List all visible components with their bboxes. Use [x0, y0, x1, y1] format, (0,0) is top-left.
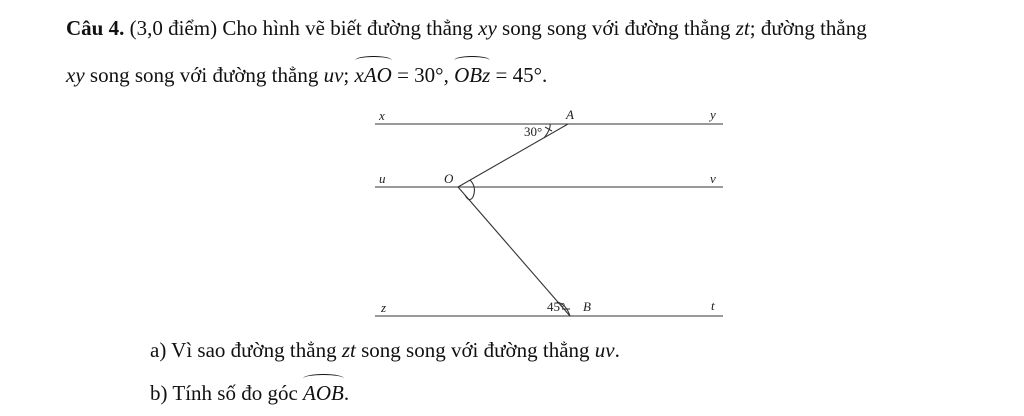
- label-y: y: [710, 107, 716, 122]
- label-z: z: [381, 300, 387, 315]
- angle-xAO: xAO: [354, 63, 392, 87]
- problem-text-3: ; đường thẳng: [749, 16, 867, 40]
- question-b: [150, 381, 349, 406]
- question-a-var-zt: zt: [341, 338, 356, 362]
- label-v: v: [710, 171, 716, 186]
- var-uv: uv: [323, 63, 344, 87]
- problem-text-4: song song với đường thẳng: [89, 63, 319, 87]
- var-zt: zt: [735, 16, 750, 40]
- question-a-var-uv: uv: [594, 338, 615, 362]
- label-angle-B: 45°: [547, 299, 566, 314]
- label-B: B: [583, 299, 591, 314]
- angle-arc-O: [465, 180, 474, 200]
- question-a-end: .: [614, 338, 620, 362]
- question-a-text: a) Vì sao đường thẳng: [150, 338, 337, 362]
- angle-OBz: OBz: [454, 63, 491, 87]
- segment-AO: [458, 124, 568, 187]
- label-A: A: [566, 107, 574, 122]
- label-O: O: [444, 171, 454, 186]
- question-a: [150, 338, 620, 363]
- problem-label: Câu 4.: [66, 16, 125, 40]
- problem-points: (3,0 điểm): [129, 16, 218, 40]
- question-b-angle-AOB: AOB: [303, 381, 344, 405]
- question-a-mid: song song với đường thẳng: [361, 338, 590, 362]
- angle-OBz-value: = 45°.: [495, 63, 548, 87]
- label-t: t: [711, 298, 715, 313]
- var-xy-2: xy: [66, 63, 85, 87]
- angle-xAO-value: = 30°: [397, 63, 444, 87]
- problem-text-2: song song với đường thẳng: [502, 16, 731, 40]
- question-b-end: .: [343, 381, 350, 405]
- label-x: x: [379, 108, 385, 123]
- segment-OB: [458, 187, 570, 316]
- var-xy: xy: [478, 16, 497, 40]
- problem-text-1: Cho hình vẽ biết đường thẳng: [222, 16, 473, 40]
- problem-line-2: xy song song với đường thẳng uv; xAO = 30°, OBz = 45°.: [66, 63, 548, 87]
- label-angle-A: 30°: [524, 124, 543, 139]
- label-u: u: [379, 171, 386, 186]
- question-b-text: b) Tính số đo góc: [150, 381, 298, 405]
